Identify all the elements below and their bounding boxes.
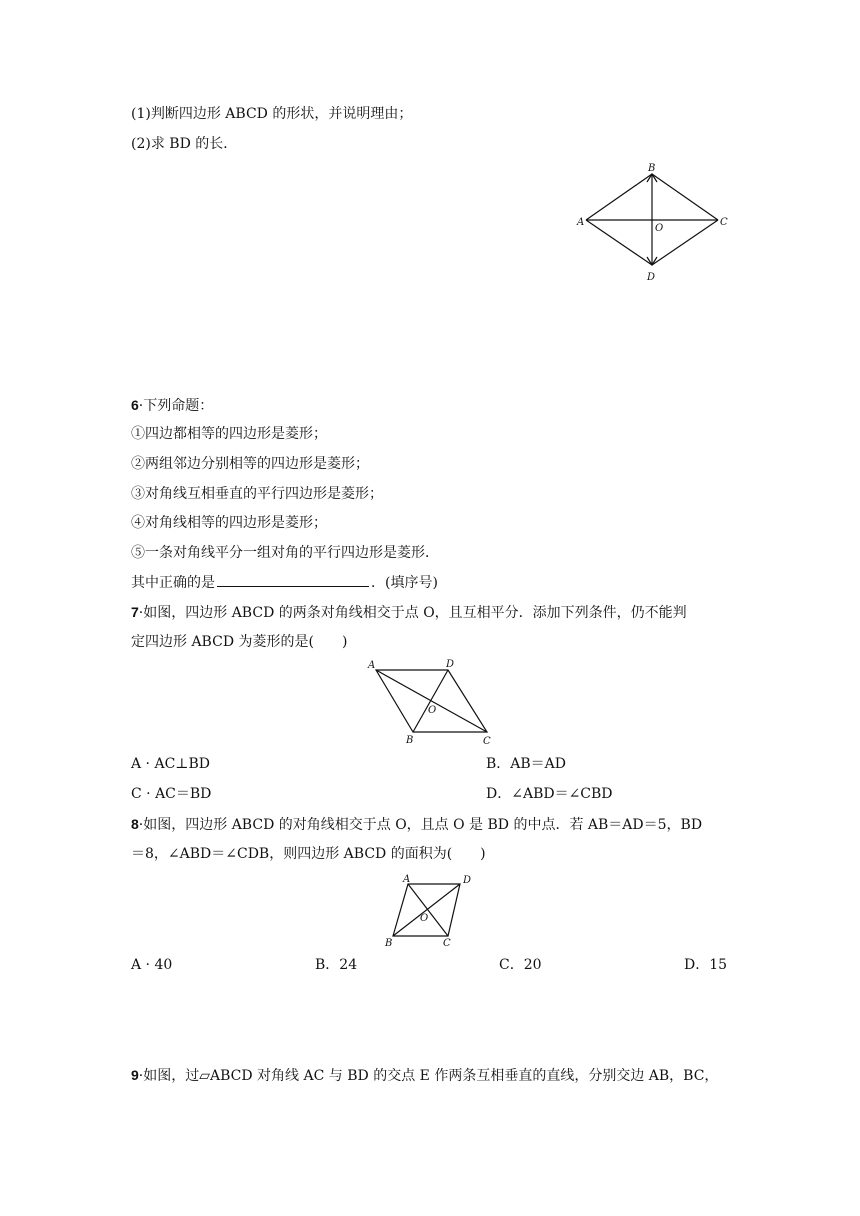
- q5-side-cd: [652, 220, 718, 265]
- q5-arrow-b: [647, 174, 657, 182]
- q8-stem-line1: [131, 814, 702, 835]
- q5-side-da: [586, 220, 652, 265]
- q6-item-5: ⑤一条对角线平分一组对角的平行四边形是菱形．: [131, 545, 439, 561]
- q8-number: 8: [131, 816, 139, 832]
- q7-option-d[interactable]: D．∠ABD＝∠CBD: [486, 786, 613, 802]
- q8-quadrilateral: [393, 884, 460, 936]
- q5-side-bc: [652, 174, 718, 220]
- q5-part2: (2)求 BD 的长．: [131, 136, 238, 152]
- q7-label-a: A: [368, 660, 376, 671]
- q6-stem: [131, 395, 213, 416]
- q6-item-2: ②两组邻边分别相等的四边形是菱形；: [131, 456, 369, 472]
- q9-stem-line1: [131, 1065, 718, 1086]
- q8-label-o: O: [420, 913, 429, 924]
- q7-label-d: D: [446, 659, 455, 670]
- q7-stem-line1: [131, 602, 687, 623]
- q8-option-d[interactable]: D．15: [684, 957, 728, 973]
- q5-label-o: O: [655, 223, 664, 234]
- q6-answer-line: [131, 572, 438, 593]
- q8-label-a: A: [403, 874, 411, 885]
- q5-label-d: D: [647, 272, 656, 283]
- q7-option-b[interactable]: B．AB＝AD: [486, 756, 567, 772]
- q7-label-o: O: [428, 705, 437, 716]
- q7-diagonal-ac: [376, 670, 487, 732]
- q8-diagonal-bd: [393, 884, 460, 936]
- q8-label-c: C: [443, 938, 451, 949]
- q7-number: 7: [131, 604, 139, 620]
- q5-part1: (1)判断四边形 ABCD 的形状，并说明理由；: [131, 106, 413, 122]
- q5-arrow-d: [647, 257, 657, 265]
- q7-stem-line2: 定四边形 ABCD 为菱形的是( ): [131, 634, 348, 650]
- q7-label-b: B: [406, 735, 414, 746]
- q9-stem-text: ·如图，过▱ABCD 对角线 AC 与 BD 的交点 E 作两条互相垂直的直线，分别交边 AB，BC，: [138, 1068, 719, 1084]
- q6-answer-suffix: ．(填序号): [371, 575, 438, 591]
- q8-option-c[interactable]: C．20: [499, 957, 542, 973]
- q6-answer-blank[interactable]: [217, 572, 369, 587]
- q8-label-d: D: [463, 875, 472, 886]
- q5-label-c: C: [720, 217, 728, 228]
- q5-label-b: B: [648, 163, 656, 174]
- q7-stem-text1: ·如图，四边形 ABCD 的两条对角线相交于点 O，且互相平分．添加下列条件，仍不能判: [138, 605, 687, 621]
- q5-side-ab: [586, 174, 652, 220]
- q7-diagonal-bd: [413, 670, 448, 732]
- q7-label-c: C: [483, 736, 491, 747]
- q7-option-c[interactable]: C · AC＝BD: [131, 786, 212, 802]
- q6-stem-text: ·下列命题：: [138, 398, 214, 414]
- q8-option-b[interactable]: B．24: [315, 957, 358, 973]
- q5-label-a: A: [577, 217, 585, 228]
- q8-diagonal-ac: [408, 884, 448, 936]
- q6-answer-prefix: 其中正确的是: [131, 575, 215, 591]
- q8-stem-line2: ＝8，∠ABD＝∠CDB，则四边形 ABCD 的面积为( ): [131, 846, 486, 862]
- q6-item-3: ③对角线互相垂直的平行四边形是菱形；: [131, 486, 383, 502]
- q6-number: 6: [131, 397, 139, 413]
- q7-option-a[interactable]: A · AC⊥BD: [131, 756, 210, 772]
- q6-item-1: ①四边都相等的四边形是菱形；: [131, 426, 327, 442]
- q8-stem-text1: ·如图，四边形 ABCD 的对角线相交于点 O，且点 O 是 BD 的中点．若 AB＝AD＝5，BD: [138, 817, 703, 833]
- q7-quadrilateral: [376, 670, 487, 732]
- q6-item-4: ④对角线相等的四边形是菱形；: [131, 515, 327, 531]
- q8-option-a[interactable]: A · 40: [131, 957, 173, 973]
- q8-label-b: B: [385, 938, 393, 949]
- q9-number: 9: [131, 1067, 139, 1083]
